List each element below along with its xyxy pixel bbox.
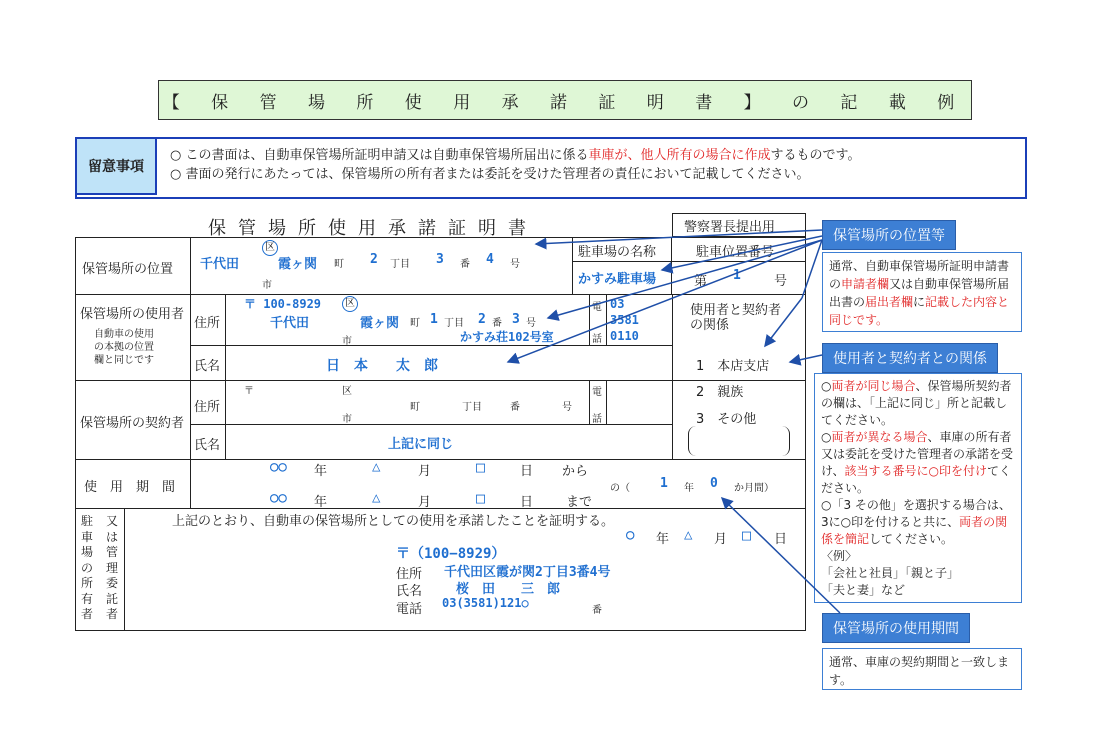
callout-period-body: 通常、車庫の契約期間と一致します。	[822, 648, 1022, 690]
loc-town: 霞ヶ関	[278, 257, 318, 272]
label-user: 保管場所の使用者	[80, 307, 185, 322]
callout-location-body: 通常、自動車保管場所証明申請書の申請者欄又は自動車保管場所届出書の届出者欄に記載した内容と同じです。	[822, 252, 1022, 332]
user-building: かすみ荘102号室	[460, 330, 554, 344]
label-location: 保管場所の位置	[82, 262, 174, 277]
parking-no: 1	[733, 268, 741, 283]
loc-city: 千代田	[200, 257, 240, 272]
label-period: 使 用 期 間	[84, 480, 176, 495]
user-name: 日 本 太 郎	[326, 358, 438, 374]
user-note: 自動車の使用 の本拠の位置 欄と同じです	[94, 329, 154, 366]
user-city: 千代田	[270, 316, 310, 331]
relation-1: 1 本店支店	[696, 359, 770, 374]
callout-period-head: 保管場所の使用期間	[822, 613, 970, 643]
callout-location-head: 保管場所の位置等	[822, 220, 956, 250]
owner-name: 桜 田 三 郎	[456, 582, 561, 597]
callout-relation-body: ○両者が同じ場合、保管場所契約者の欄は、「上記に同じ」所と記載してください。 ○両者が異なる場合、車庫の所有者又は委託を受けた管理者の承諾を受け、該当する番号に○印を付けてください。 ○「3 その他」を選択する場合は、3に○印を付けると共に、両者の関係を簡記してください。 〈例〉 「会社と社員」「親と子」 「夫と妻」など	[814, 373, 1022, 603]
user-tel: 03 3581 0110	[610, 297, 639, 343]
owner-vertical-label: 駐車場の所有者	[81, 514, 94, 621]
label-contractor: 保管場所の契約者	[80, 416, 185, 431]
owner-addr: 千代田区霞が関2丁目3番4号	[444, 565, 611, 580]
notice-text: ○ この書面は、自動車保管場所証明申請又は自動車保管場所届出に係る車庫が、他人所有の場合に作成するものです。 ○ 書面の発行にあたっては、保管場所の所有者または委託を受けた管理者の責任において記載してください。	[170, 148, 861, 182]
owner-tel: 03(3581)121○	[442, 596, 529, 610]
form-title: 保管場所使用承諾証明書	[208, 218, 538, 239]
user-town: 霞ヶ関	[360, 316, 400, 331]
relation-3: 3 その他	[696, 412, 757, 427]
loc-ku: 区	[262, 240, 278, 256]
notice-label: 留意事項	[75, 137, 157, 195]
callout-relation-head: 使用者と契約者との関係	[822, 343, 998, 373]
parking-no-label: 駐車位置番号	[696, 245, 775, 260]
page-title: 【 保 管 場 所 使 用 承 諾 証 明 書 】 の 記 載 例	[158, 80, 972, 120]
owner-zip: 〒（100−8929）	[396, 546, 506, 562]
cert-text: 上記のとおり、自動車の保管場所としての使用を承諾したことを証明する。	[172, 514, 615, 529]
police-label: 警察署長提出用	[684, 220, 776, 235]
user-zip: 〒 100-8929	[244, 297, 322, 311]
parking-name: かすみ駐車場	[578, 272, 657, 287]
parking-name-label: 駐車場の名称	[578, 245, 657, 260]
relation-2: 2 親族	[696, 385, 744, 400]
relation-label: 使用者と契約者 の関係	[690, 303, 782, 333]
owner-vertical-label-2: 又は管理委託者	[106, 514, 119, 621]
contractor-name: 上記に同じ	[388, 437, 454, 452]
